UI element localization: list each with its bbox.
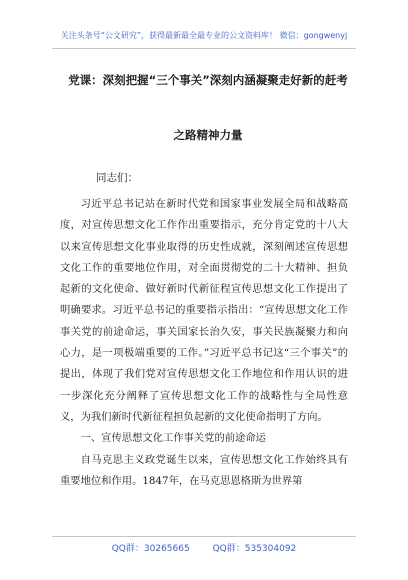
section-heading: 一、宣传思想文化工作事关党的前途命运 <box>80 432 266 445</box>
qq-group-1: QQ群：30265665 <box>111 544 190 554</box>
qq-group-2: QQ群：535304092 <box>212 544 297 554</box>
paragraph: 自马克思主义政党诞生以来，宣传思想文化工作始终具有重要地位和作用。1847年，在马克思恩格斯为世界第 <box>60 453 348 487</box>
salutation: 同志们： <box>96 172 138 184</box>
page-footer <box>0 541 408 554</box>
paragraph: 习近平总书记站在新时代党和国家事业发展全局和战略高度，对宣传思想文化工作作出重要指示，充分肯定党的十八大以来宣传思想文化事业取得的历史性成就，深刻阐述宣传思想文化工作的重要地位作用，对全面贯彻党的二十大精神、担负起新的文化使命、做好新时代新征程宣传思想文化工作提出了明确要求。习近平总书记的重要指示指出：“宣传思想文化工作事关党的前途命运，事关国家长治久安，事关民族凝聚力和向心力，是一项极端重要的工作。”习近平总书记这“三个事关”的提出，体现了我们党对宣传思想文化工作地位和作用认识的进一步深化充分阐释了宣传思想文化工作的战略性与全局性意义，为我们新时代新征程担负起新的文化使命指明了方向。 <box>60 198 348 423</box>
body-text <box>60 194 348 492</box>
header-divider <box>52 48 356 49</box>
page-header: 关注头条号“公文研究”，获得最新最全最专业的公文资料库！ 微信：gongwenyj <box>60 31 348 40</box>
footer-divider <box>52 536 356 537</box>
document-title-line-1: 党课：深刻把握“三个事关”深刻内涵凝聚走好新的赶考 <box>68 73 348 87</box>
document-title-line-2: 之路精神力量 <box>173 128 243 142</box>
